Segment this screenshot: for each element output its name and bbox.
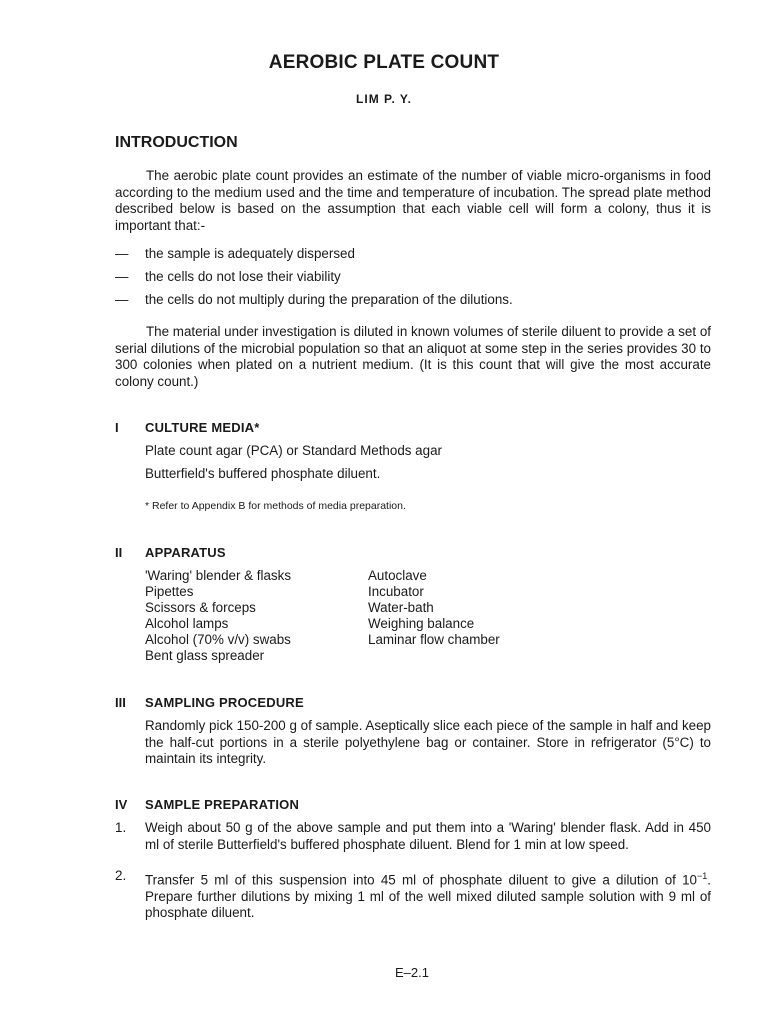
apparatus-item: Pipettes	[145, 584, 194, 599]
step-text-part: Transfer 5 ml of this suspension into 45 ml of phosphate diluent to give a dilution of 10	[145, 872, 697, 888]
section-number: I	[115, 420, 119, 435]
author: LIM P. Y.	[356, 92, 412, 106]
footnote: * Refer to Appendix B for methods of media preparation.	[145, 500, 406, 512]
dash-mark: —	[115, 292, 129, 307]
apparatus-item: Alcohol lamps	[145, 616, 229, 631]
dash-mark: —	[115, 246, 129, 261]
apparatus-list-right	[368, 568, 500, 648]
bullet-item	[115, 246, 355, 261]
dash-mark: —	[115, 269, 129, 284]
bullet-item	[115, 269, 341, 284]
section-number: IV	[115, 797, 128, 812]
page-number: E–2.1	[395, 965, 429, 980]
apparatus-item: Alcohol (70% v/v) swabs	[145, 632, 291, 647]
step-text	[145, 868, 711, 922]
bullet-item	[115, 292, 513, 307]
step-number: 2.	[115, 868, 127, 883]
apparatus-item: Bent glass spreader	[145, 648, 265, 663]
section-title-apparatus: APPARATUS	[145, 545, 226, 560]
paragraph-text: The aerobic plate count provides an estimate of the number of viable micro-organisms in food according to the medium used and the time and temperature of incubation. The spread plate method described below is based on the assumption that each viable cell will form a colony, thus it is important that:-	[115, 168, 711, 233]
apparatus-item: Incubator	[368, 584, 424, 599]
section-number: III	[115, 695, 126, 710]
apparatus-item: Autoclave	[368, 568, 427, 583]
paragraph-text: The material under investigation is diluted in known volumes of sterile diluent to provide a set of serial dilutions of the microbial population so that an aliquot at some step in the series provides 30 to 300 colonies when plated on a nutrient medium. (It is this count that will give the most accurate colony count.)	[115, 324, 711, 389]
bullet-text: the sample is adequately dispersed	[145, 246, 355, 261]
bullet-text: the cells do not multiply during the preparation of the dilutions.	[145, 292, 513, 307]
apparatus-item: Laminar flow chamber	[368, 632, 500, 647]
page-title: AEROBIC PLATE COUNT	[268, 52, 500, 73]
section-number: II	[115, 545, 123, 560]
apparatus-item: Scissors & forceps	[145, 600, 256, 615]
bullet-text: the cells do not lose their viability	[145, 269, 341, 284]
media-line: Butterfield's buffered phosphate diluent.	[145, 466, 381, 481]
apparatus-item: Weighing balance	[368, 616, 475, 631]
introduction-paragraph-1	[115, 168, 711, 234]
apparatus-item: Water-bath	[368, 600, 434, 615]
apparatus-list-left	[145, 568, 291, 664]
sampling-text: Randomly pick 150-200 g of sample. Aseptically slice each piece of the sample in half and keep the half-cut portions in a sterile polyethylene bag or container. Store in refrigerator (5°C) to maintain its integrity.	[145, 718, 711, 766]
section-title-culture-media: CULTURE MEDIA*	[145, 420, 260, 435]
step-text: Weigh about 50 g of the above sample and put them into a 'Waring' blender flask. Add in 450 ml of sterile Butterfield's buffered phosphate diluent. Blend for 1 min at low speed.	[145, 820, 711, 852]
section-title-sampling: SAMPLING PROCEDURE	[145, 695, 304, 710]
media-line: Plate count agar (PCA) or Standard Methods agar	[145, 443, 442, 458]
introduction-heading: INTRODUCTION	[115, 134, 238, 151]
exponent: −1	[697, 871, 708, 881]
step-number: 1.	[115, 820, 127, 835]
introduction-paragraph-2	[115, 324, 711, 390]
step-text-part: . Prepare further dilutions by mixing 1 ml of the well mixed diluted sample solution with 9 ml of phosphate diluent.	[145, 872, 711, 921]
apparatus-item: 'Waring' blender & flasks	[145, 568, 292, 583]
section-title-preparation: SAMPLE PREPARATION	[145, 797, 300, 812]
